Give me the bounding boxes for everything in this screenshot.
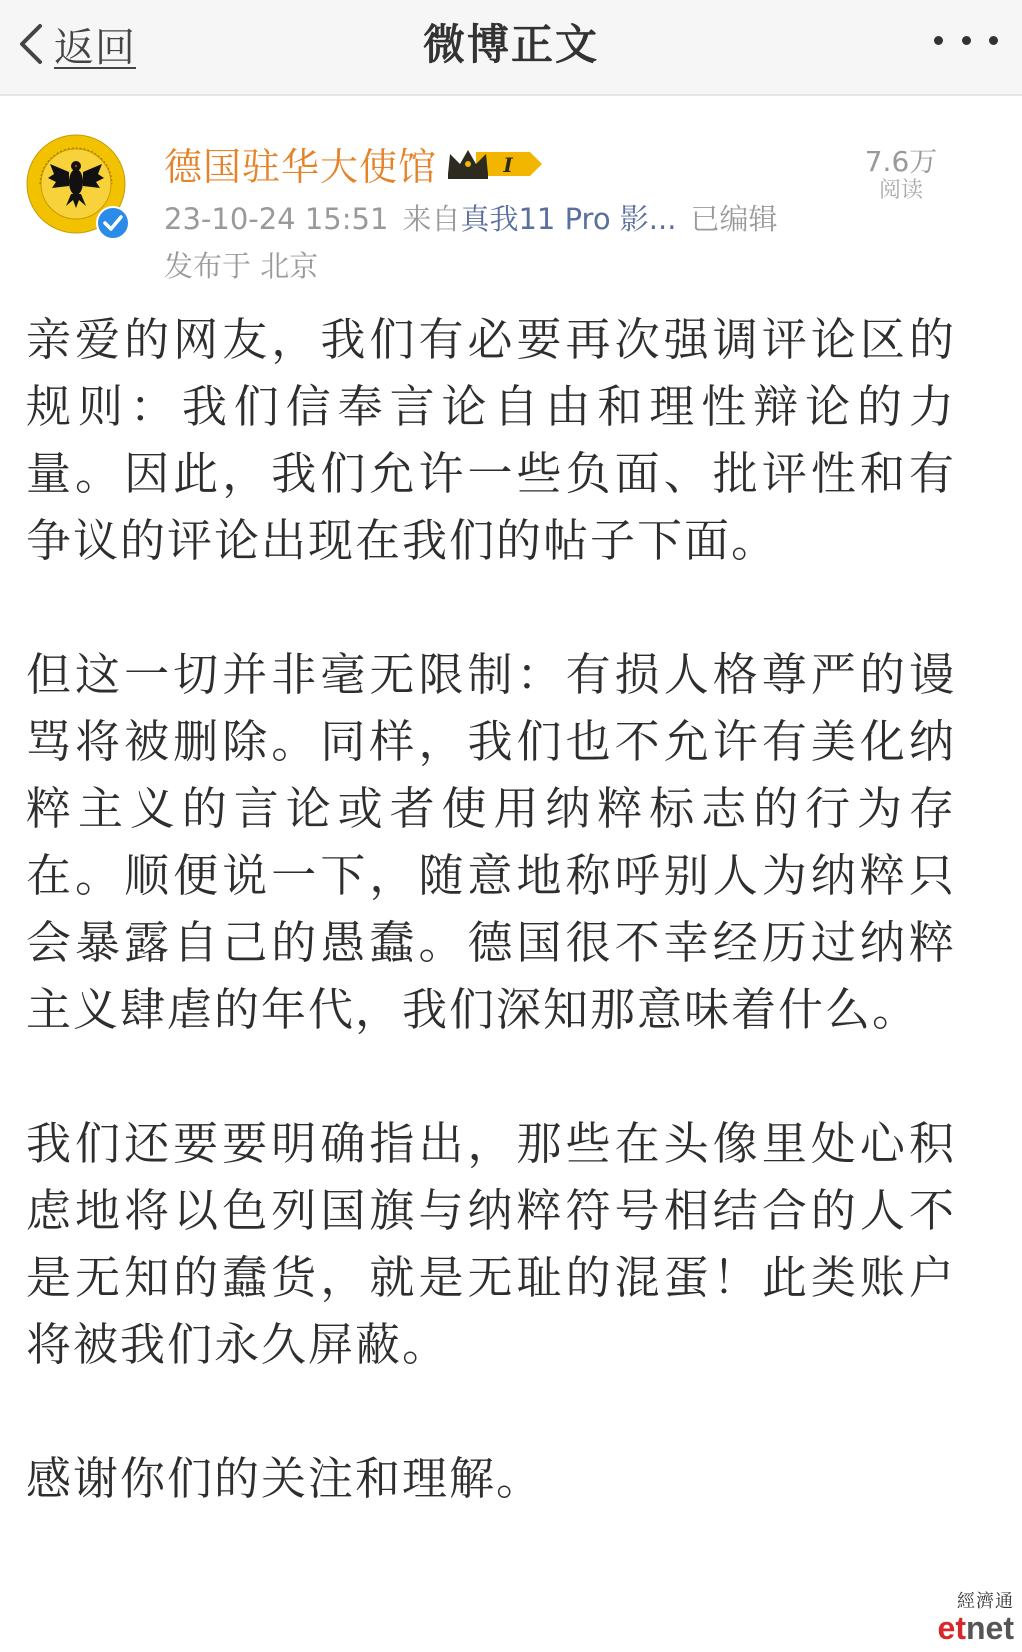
watermark-cn: 經濟通 bbox=[957, 1591, 1014, 1612]
etnet-watermark-logo bbox=[924, 1592, 1014, 1644]
post-timestamp: 23-10-24 15:51 bbox=[164, 202, 389, 236]
post-paragraph-2: 但这一切并非毫无限制：有损人格尊严的谩骂将被删除。同样，我们也不允许有美化纳粹主义的言论或者使用纳粹标志的行为存在。顺便说一下，随意地称呼别人为纳粹只会暴露自己的愚蠢。德国很不幸经历过纳粹主义肆虐的年代，我们深知那意味着什么。 bbox=[26, 648, 956, 1036]
source-link[interactable]: 真我11 Pro 影... bbox=[460, 202, 677, 236]
post-paragraph-3: 我们还要要明确指出，那些在头像里处心积虑地将以色列国旗与纳粹符号相结合的人不是无知的蠢货，就是无耻的混蛋！此类账户将被我们永久屏蔽。 bbox=[26, 1117, 956, 1371]
edited-label[interactable]: 已编辑 bbox=[690, 202, 778, 236]
read-count-value: 7.6万 bbox=[864, 145, 938, 178]
post-paragraph-1: 亲爱的网友，我们有必要再次强调评论区的规则：我们信奉言论自由和理性辩论的力量。因此，我们允许一些负面、批评性和有争议的评论出现在我们的帖子下面。 bbox=[26, 313, 956, 567]
watermark-en-a: et bbox=[937, 1610, 966, 1646]
watermark-en-b: net bbox=[966, 1610, 1014, 1646]
read-count bbox=[846, 146, 956, 204]
more-icon[interactable] bbox=[934, 30, 998, 50]
post-body bbox=[26, 306, 956, 1579]
page-title: 微博正文 bbox=[422, 20, 599, 69]
read-count-label: 阅读 bbox=[878, 178, 923, 203]
source-prefix: 来自 bbox=[402, 202, 461, 236]
verified-badge-icon bbox=[96, 206, 130, 240]
author-name[interactable]: 德国驻华大使馆 bbox=[164, 145, 438, 189]
vip-crown-badge-icon bbox=[446, 144, 546, 184]
back-label: 返回 bbox=[54, 24, 136, 71]
svg-text:I: I bbox=[503, 153, 513, 177]
post-location: 发布于 北京 bbox=[164, 249, 319, 283]
post-paragraph-4: 感谢你们的关注和理解。 bbox=[26, 1452, 544, 1505]
watermark-en bbox=[924, 1612, 1014, 1644]
nav-bar bbox=[0, 0, 1022, 96]
post-meta bbox=[164, 197, 777, 238]
